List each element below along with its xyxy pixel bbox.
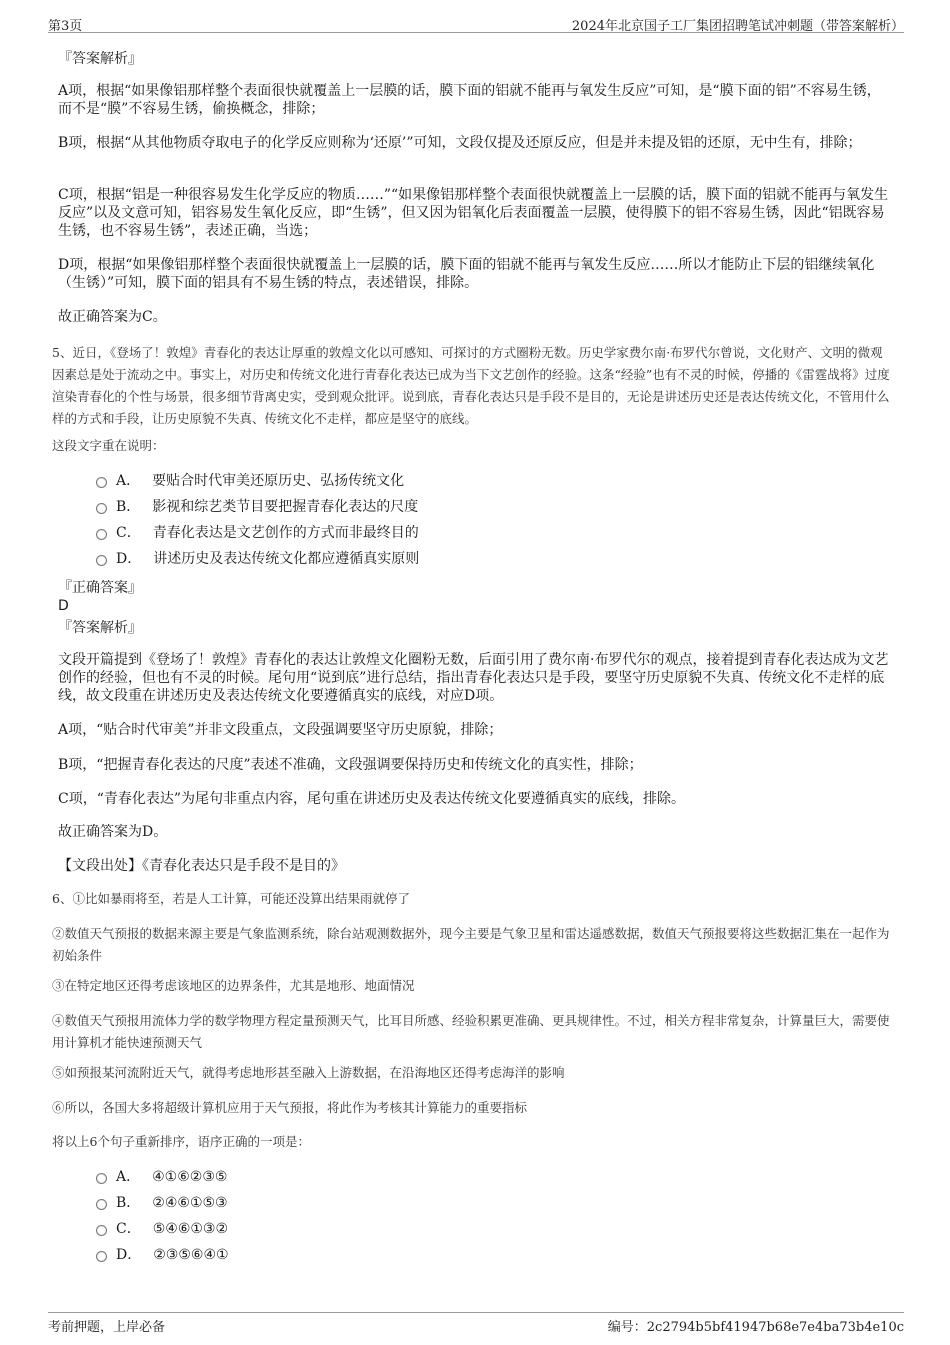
radio-icon[interactable] [96,1225,107,1236]
radio-icon[interactable] [96,1199,107,1210]
q4-analysis-a: A项，根据“如果像铝那样整个表面很快就覆盖上一层膜的话，膜下面的铝就不能再与氧发生反应”可知，是“膜下面的铝”不容易生锈，而不是“膜”不容易生锈，偷换概念，排除； [58,83,881,117]
q4-analysis-label: 『答案解析』 [58,51,142,67]
q5-analysis-b: B项，“把握青春化表达的尺度”表述不准确，文段强调要保持历史和传统文化的真实性，排除； [58,757,643,773]
q4-analysis-d: D项，根据“如果像铝那样整个表面很快就覆盖上一层膜的话，膜下面的铝就不能再与氧发生反应……所以才能防止下层的铝继续氧化（生锈）”可知，膜下面的铝具有不易生锈的特点，表述错误，排除。 [58,257,875,291]
document-code: 编号：2c2794b5bf41947b68e7e4ba73b4e10c [607,1320,904,1335]
radio-icon[interactable] [96,1173,107,1184]
q6-prompt: 将以上6个句子重新排序，语序正确的一项是： [52,1134,310,1149]
q6-sentence-1: 6、①比如暴雨将至，若是人工计算，可能还没算出结果雨就停了 [52,891,410,906]
q5-source: 【文段出处】《青春化表达只是手段不是目的》 [58,858,345,874]
q6-sentence-4: ④数值天气预报用流体力学的数学物理方程定量预测天气，比耳目所感、经验积累更准确、更具规律性。不过，相关方程非常复杂，计算量巨大，需要使用计算机才能快速预测天气 [52,1013,890,1050]
q6-sentence-6: ⑥所以，各国大多将超级计算机应用于天气预报，将此作为考核其计算能力的重要指标 [52,1100,528,1115]
q6-option-b[interactable]: B． ②④⑥①⑤③ [96,1194,228,1212]
q5-conclusion: 故正确答案为D。 [58,824,168,840]
q5-option-a[interactable]: A． 要贴合时代审美还原历史、弘扬传统文化 [96,472,404,490]
document-title: 2024年北京国子工厂集团招聘笔试冲刺题（带答案解析） [571,19,904,34]
q5-stem: 5、近日，《登场了！敦煌》青春化的表达让厚重的敦煌文化以可感知、可探讨的方式圈粉无数。历史学家费尔南·布罗代尔曾说，文化财产、文明的微观因素总是处于流动之中。事实上，对历史和传统文化进行青春化表达已成为当下文艺创作的经验。这条“经验”也有不灵的时候，停播的《雷霆战将》过度渲染青春化的个性与场景，很多细节背离史实，受到观众批评。说到底，青春化表达只是手段不是目的，无论是讲述历史还是表达传统文化，不管用什么样的方式和手段，让历史原貌不失真、传统文化不走样，都应是坚守的底线。 [52,345,890,426]
q5-answer: D [58,598,69,614]
q5-analysis-c: C项，“青春化表达”为尾句非重点内容，尾句重在讲述历史及表达传统文化要遵循真实的底线，排除。 [58,791,686,807]
q6-option-c[interactable]: C． ⑤④⑥①③② [96,1220,228,1238]
radio-icon[interactable] [96,529,107,540]
page-header [48,12,904,33]
q4-analysis-c: C项，根据“铝是一种很容易发生化学反应的物质……”“如果像铝那样整个表面很快就覆盖上一层膜的话，膜下面的铝就不能再与氧发生反应”以及文意可知，铝容易发生氧化反应，即“生锈”，但又因为铝氧化后表面覆盖一层膜，使得膜下的铝不容易生锈，因此“铝既容易生锈，也不容易生锈”，表述正确，当选； [58,187,889,239]
q6-option-a[interactable]: A． ④①⑥②③⑤ [96,1168,227,1186]
radio-icon[interactable] [96,1251,107,1262]
q6-option-d[interactable]: D． ②③⑤⑥④① [96,1246,229,1264]
q5-analysis-main: 文段开篇提到《登场了！敦煌》青春化的表达让敦煌文化圈粉无数，后面引用了费尔南·布罗代尔的观点，接着提到青春化表达成为文艺创作的经验，但也有不灵的时候。尾句用“说到底”进行总结，指出青春化表达只是手段，要坚守历史原貌不失真、传统文化不走样的底线，故文段重在讲述历史及表达传统文化要遵循真实的底线，对应D项。 [58,652,889,704]
q4-conclusion: 故正确答案为C。 [58,309,167,325]
footer-slogan: 考前押题，上岸必备 [48,1320,166,1335]
q4-analysis-b: B项，根据“从其他物质夺取电子的化学反应则称为‘还原’”可知，文段仅提及还原反应，但是并未提及铝的还原，无中生有，排除； [58,135,862,151]
radio-icon[interactable] [96,555,107,566]
page-footer [48,1312,904,1335]
radio-icon[interactable] [96,503,107,514]
q6-sentence-5: ⑤如预报某河流附近天气，就得考虑地形甚至融入上游数据，在沿海地区还得考虑海洋的影响 [52,1065,565,1080]
q5-option-c[interactable]: C． 青春化表达是文艺创作的方式而非最终目的 [96,524,419,542]
page-number: 第3页 [48,19,83,34]
q6-sentence-3: ③在特定地区还得考虑该地区的边界条件，尤其是地形、地面情况 [52,978,415,993]
q5-answer-label: 『正确答案』 [58,580,142,596]
radio-icon[interactable] [96,477,107,488]
q5-option-b[interactable]: B． 影视和综艺类节目要把握青春化表达的尺度 [96,498,418,516]
q6-sentence-2: ②数值天气预报的数据来源主要是气象监测系统，除台站观测数据外，现今主要是气象卫星和雷达遥感数据，数值天气预报要将这些数据汇集在一起作为初始条件 [52,926,890,963]
q5-prompt: 这段文字重在说明： [52,438,165,453]
q5-analysis-a: A项，“贴合时代审美”并非文段重点，文段强调要坚守历史原貌，排除； [58,722,503,738]
q5-analysis-label: 『答案解析』 [58,620,142,636]
q5-option-d[interactable]: D． 讲述历史及表达传统文化都应遵循真实原则 [96,550,419,568]
